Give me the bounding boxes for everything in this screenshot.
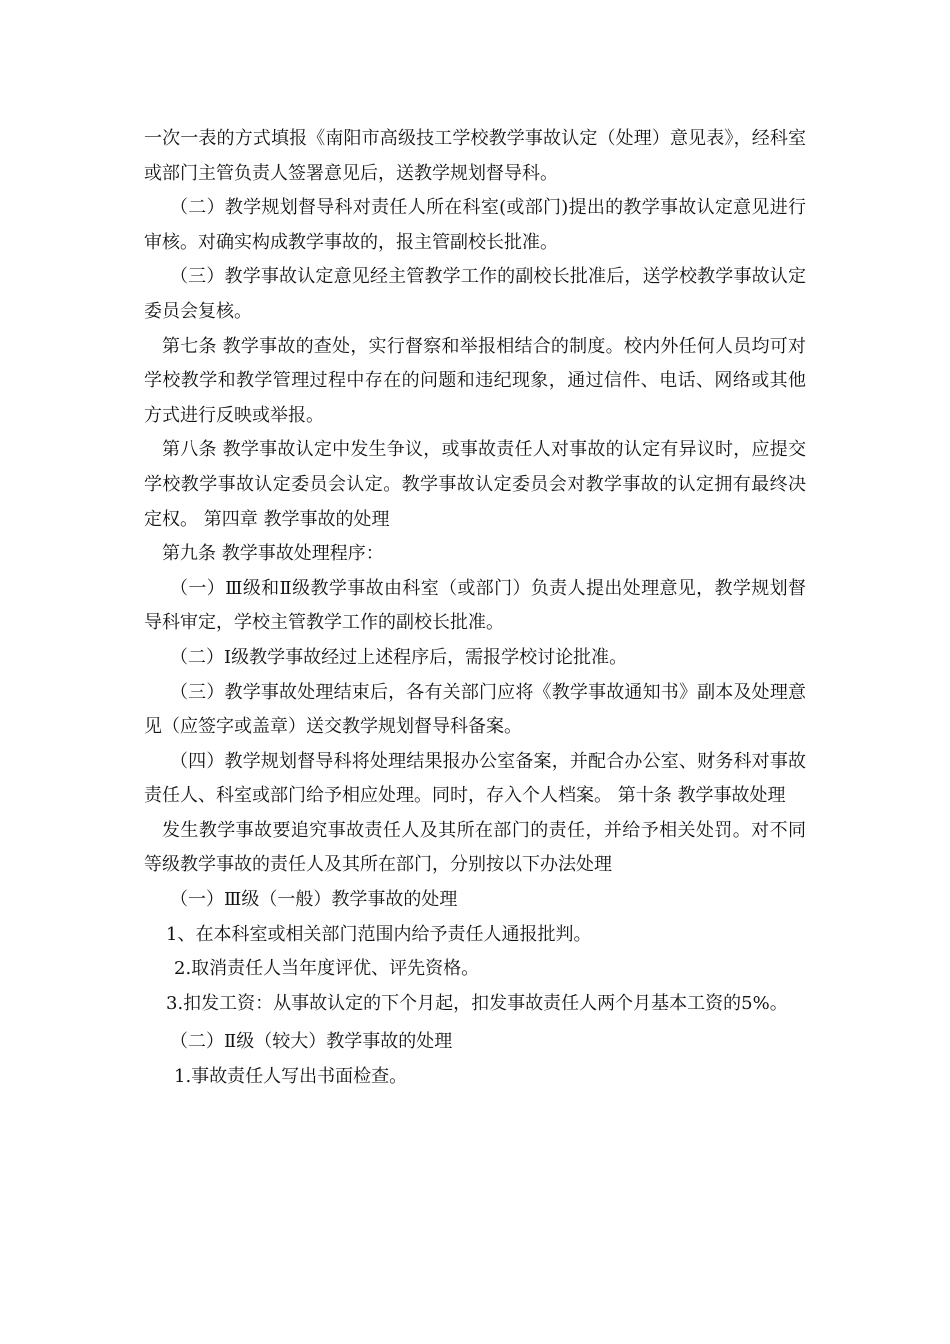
level-3-heading: （一）Ⅲ级（一般）教学事故的处理 [170,889,458,911]
level-2-item-1: 1.事故责任人写出书面检查。 [174,1066,408,1088]
article-9-item-2: （二）Ⅰ级教学事故经过上述程序后，需报学校讨论批准。 [170,646,628,668]
level-3-item-3: 3.扣发工资：从事故认定的下个月起，扣发事故责任人两个月基本工资的5%。 [166,992,788,1014]
level-2-heading: （二）Ⅱ级（较大）教学事故的处理 [170,1031,453,1053]
article-9-item-4: （四）教学规划督导科将处理结果报办公室备案，并配合办公室、财务科对事故责任人、科室或部门给予相应处理。同时，存入个人档案。 第十条 教学事故处理 [144,750,806,807]
article-9: 第九条 教学事故处理程序： [162,543,384,565]
article-8: 第八条 教学事故认定中发生争议，或事故责任人对事故的认定有异议时，应提交学校教学事故认定委员会认定。教学事故认定委员会对教学事故的认定拥有最终决定权。 第四章 教学事故的处理 [144,439,806,530]
level-3-item-1: 1、在本科室或相关部门范围内给予责任人通报批判。 [166,923,592,945]
article-9-item-1: （一）Ⅲ级和Ⅱ级教学事故由科室（或部门）负责人提出处理意见，教学规划督导科审定，学校主管教学工作的副校长批准。 [144,577,806,634]
level-3-item-2: 2.取消责任人当年度评优、评先资格。 [174,958,480,980]
article-9-item-3: （三）教学事故处理结束后，各有关部门应将《教学事故通知书》副本及处理意见（应签字或盖章）送交教学规划督导科备案。 [144,681,806,738]
document-body [144,122,806,1095]
article-7: 第七条 教学事故的查处，实行督察和举报相结合的制度。校内外任何人员均可对学校教学和教学管理过程中存在的问题和违纪现象，通过信件、电话、网络或其他方式进行反映或举报。 [144,335,806,426]
article-10-intro: 发生教学事故要追究事故责任人及其所在部门的责任，并给予相关处罚。对不同等级教学事故的责任人及其所在部门，分别按以下办法处理 [144,819,806,876]
paragraph-continuation: 一次一表的方式填报《南阳市高级技工学校教学事故认定（处理）意见表》，经科室或部门主管负责人签署意见后，送教学规划督导科。 [144,128,806,184]
paragraph-item-2: （二）教学规划督导科对责任人所在科室(或部门)提出的教学事故认定意见进行审核。对确实构成教学事故的，报主管副校长批准。 [144,197,806,253]
paragraph-item-3: （三）教学事故认定意见经主管教学工作的副校长批准后，送学校教学事故认定委员会复核。 [144,266,806,322]
